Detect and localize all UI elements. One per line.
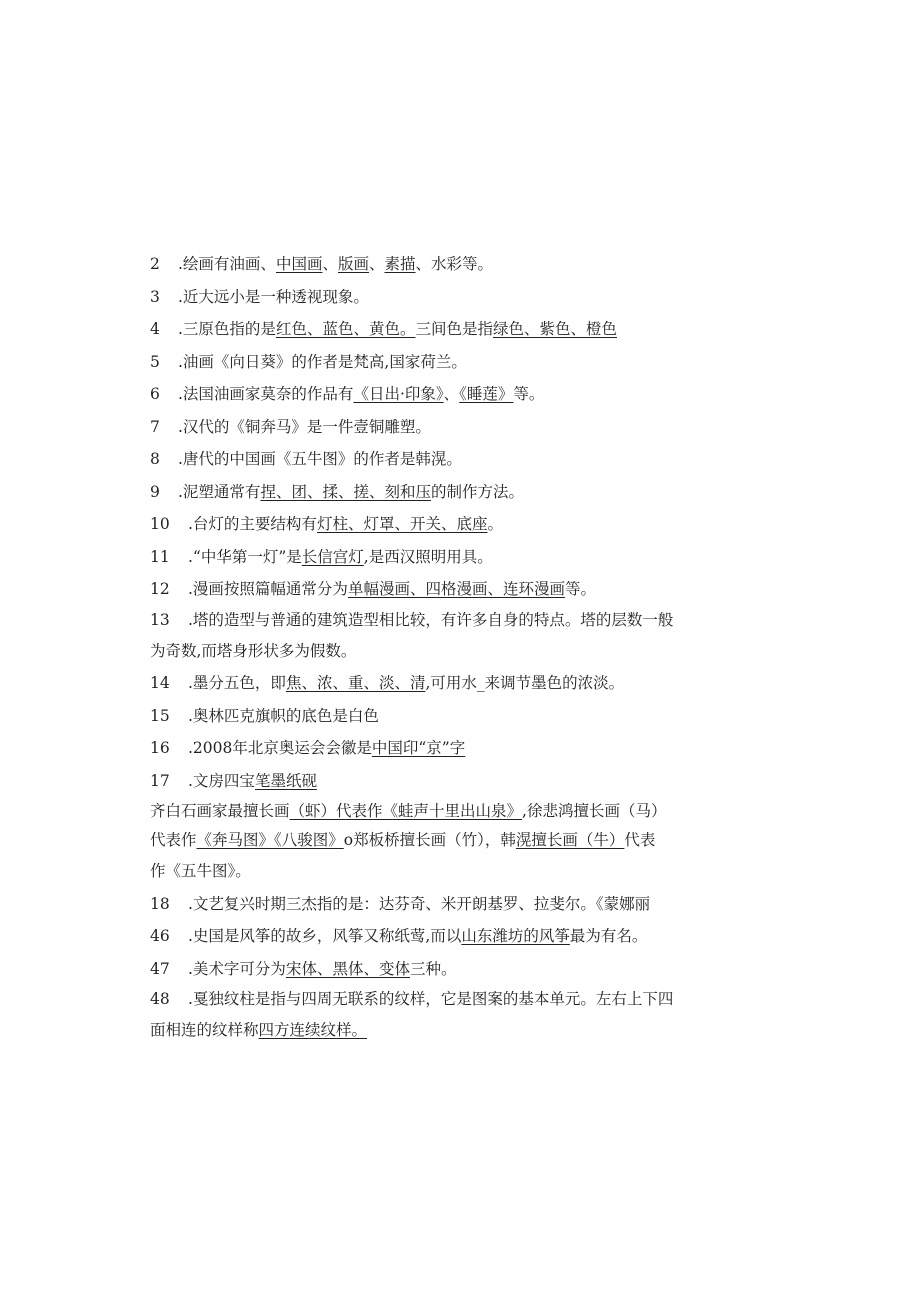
item-number: 5 [150,352,160,371]
underlined-answer: 素描 [384,255,416,273]
item-number: 11 [150,547,170,566]
item-number: 18 [150,894,170,913]
underlined-answer: 单幅漫画、四格漫画、连环漫画 [347,580,565,598]
item-48-continuation [150,1014,740,1047]
text-run: 代表作 [150,831,197,849]
item-number: 6 [150,385,160,403]
item-2 [150,248,740,281]
text-run: .戛独纹柱是指与四周无联系的纹样，它是图案的基本单元。左右上下四 [188,990,674,1008]
text-run: ,是西汉照明用具。 [363,547,493,566]
item-13-continuation [150,635,740,668]
underlined-answer: 山东潍坊的风筝 [461,927,570,945]
item-11 [150,541,740,574]
text-run: 最为有名。 [569,927,648,945]
item-number: 17 [150,771,170,790]
underlined-answer: 捏、团、揉、搓、刻和压 [260,482,431,501]
item-3 [150,281,740,314]
text-run: 齐白石画家最擅长画 [150,802,290,820]
item-number: 4 [150,320,160,338]
text-run: .2008年北京奥运会会徽是 [188,739,372,757]
item-number: 2 [150,255,160,273]
text-run: 代表 [624,831,656,849]
item-number: 48 [150,990,170,1008]
text-run: .文艺复兴时期三杰指的是：达芬奇、米开朗基罗、拉斐尔。《蒙娜丽 [188,894,651,913]
item-number: 13 [150,610,170,629]
text-run: ,可用水_来调节墨色的浓淡。 [425,674,625,692]
underlined-answer: 滉擅长画（牛） [515,831,625,849]
item-15 [150,700,740,733]
item-number: 7 [150,417,160,436]
item-number: 3 [150,287,160,306]
text-run: 面相连的纹样称 [150,1021,259,1039]
underlined-answer: 焦、浓、重、淡、清 [285,674,426,692]
text-run: .塔的造型与普通的建筑造型相比较，有许多自身的特点。塔的层数一般 [188,610,674,629]
item-5 [150,346,740,379]
item-18 [150,888,740,921]
underlined-answer: （虾）代表作《蛙声十里出山泉》 [289,802,523,820]
artist-paragraph-line-3 [150,855,740,888]
underlined-answer: 《奔马图》《八骏图》 [196,831,344,849]
underlined-answer: 四方连续纹样。 [258,1021,368,1039]
text-run: o郑板桥擅长画（竹），韩 [343,831,516,849]
text-run: .“中华第一灯”是 [188,547,302,566]
text-run: 、 [322,255,338,273]
item-16 [150,732,740,765]
item-12 [150,573,740,606]
document-body [150,248,740,1047]
underlined-answer: 绿色、紫色、橙色 [492,320,617,338]
item-8 [150,443,740,476]
item-9 [150,476,740,509]
item-14 [150,667,740,700]
text-run: 的制作方法。 [430,482,524,501]
text-run: 等。 [564,580,596,598]
item-number: 10 [150,515,170,533]
underlined-answer: 红色、蓝色、黄色。 [275,320,416,338]
text-run: .漫画按照篇幅通常分为 [188,580,348,598]
artist-paragraph-line-2 [150,826,740,855]
underlined-answer: 中国画 [275,255,323,273]
underlined-answer: 《睡莲》 [459,385,514,403]
item-7 [150,411,740,444]
text-run: .台灯的主要结构有 [188,515,317,533]
text-run: .汉代的《铜奔马》是一件壹铜雕塑。 [178,417,431,436]
underlined-answer: 中国印“京”字 [371,739,466,757]
text-run: .油画《向日葵》的作者是梵高,国家荷兰。 [178,352,467,371]
item-number: 8 [150,450,160,468]
item-number: 14 [150,674,170,692]
text-run: 三种。 [409,959,457,978]
text-run: 等。 [513,385,545,403]
underlined-answer: 笔墨纸砚 [254,771,317,790]
item-10 [150,508,740,541]
item-4 [150,313,740,346]
text-run: .泥塑通常有 [178,482,261,501]
item-number: 46 [150,927,170,945]
item-number: 12 [150,580,170,598]
underlined-answer: 版画 [337,255,369,273]
text-run: .奥林匹克旗帜的底色是白色 [188,706,379,725]
underlined-answer: 灯柱、灯罩、开关、底座 [316,515,488,533]
underlined-answer: 宋体、黑体、变体 [285,959,410,978]
item-number: 9 [150,482,160,501]
text-run: .绘画有油画、 [178,255,276,273]
text-run: 。 [487,515,503,533]
text-run: .美术字可分为 [188,959,286,978]
item-47 [150,953,740,986]
text-run: 、 [443,385,460,403]
item-number: 15 [150,706,170,725]
item-number: 16 [150,739,170,757]
underlined-answer: 《日出·印象》 [353,385,444,403]
text-run: .近大远小是一种透视现象。 [178,287,369,306]
item-number: 47 [150,959,170,978]
item-17 [150,765,740,798]
text-run: 、 [368,255,385,273]
text-run: .三原色指的是 [178,320,276,338]
text-run: .史国是风筝的故乡，风筝又称纸莺,而以 [188,927,462,945]
item-48 [150,985,740,1014]
item-13 [150,606,740,635]
text-run: .唐代的中国画《五牛图》的作者是韩滉。 [178,450,462,468]
text-run: .法国油画家莫奈的作品有 [178,385,354,403]
text-run: .墨分五色，即 [188,674,286,692]
item-6 [150,378,740,411]
artist-paragraph-line-1 [150,797,740,826]
text-run: 作《五牛图》。 [150,862,251,880]
item-46 [150,920,740,953]
text-run: .文房四宝 [188,771,255,790]
text-run: 、水彩等。 [415,255,494,273]
text-run: 为奇数,而塔身形状多为假数。 [150,641,357,660]
text-run: ,徐悲鸿擅长画（马） [522,802,667,820]
text-run: 三间色是指 [415,320,493,338]
underlined-answer: 长信宫灯 [301,547,364,566]
